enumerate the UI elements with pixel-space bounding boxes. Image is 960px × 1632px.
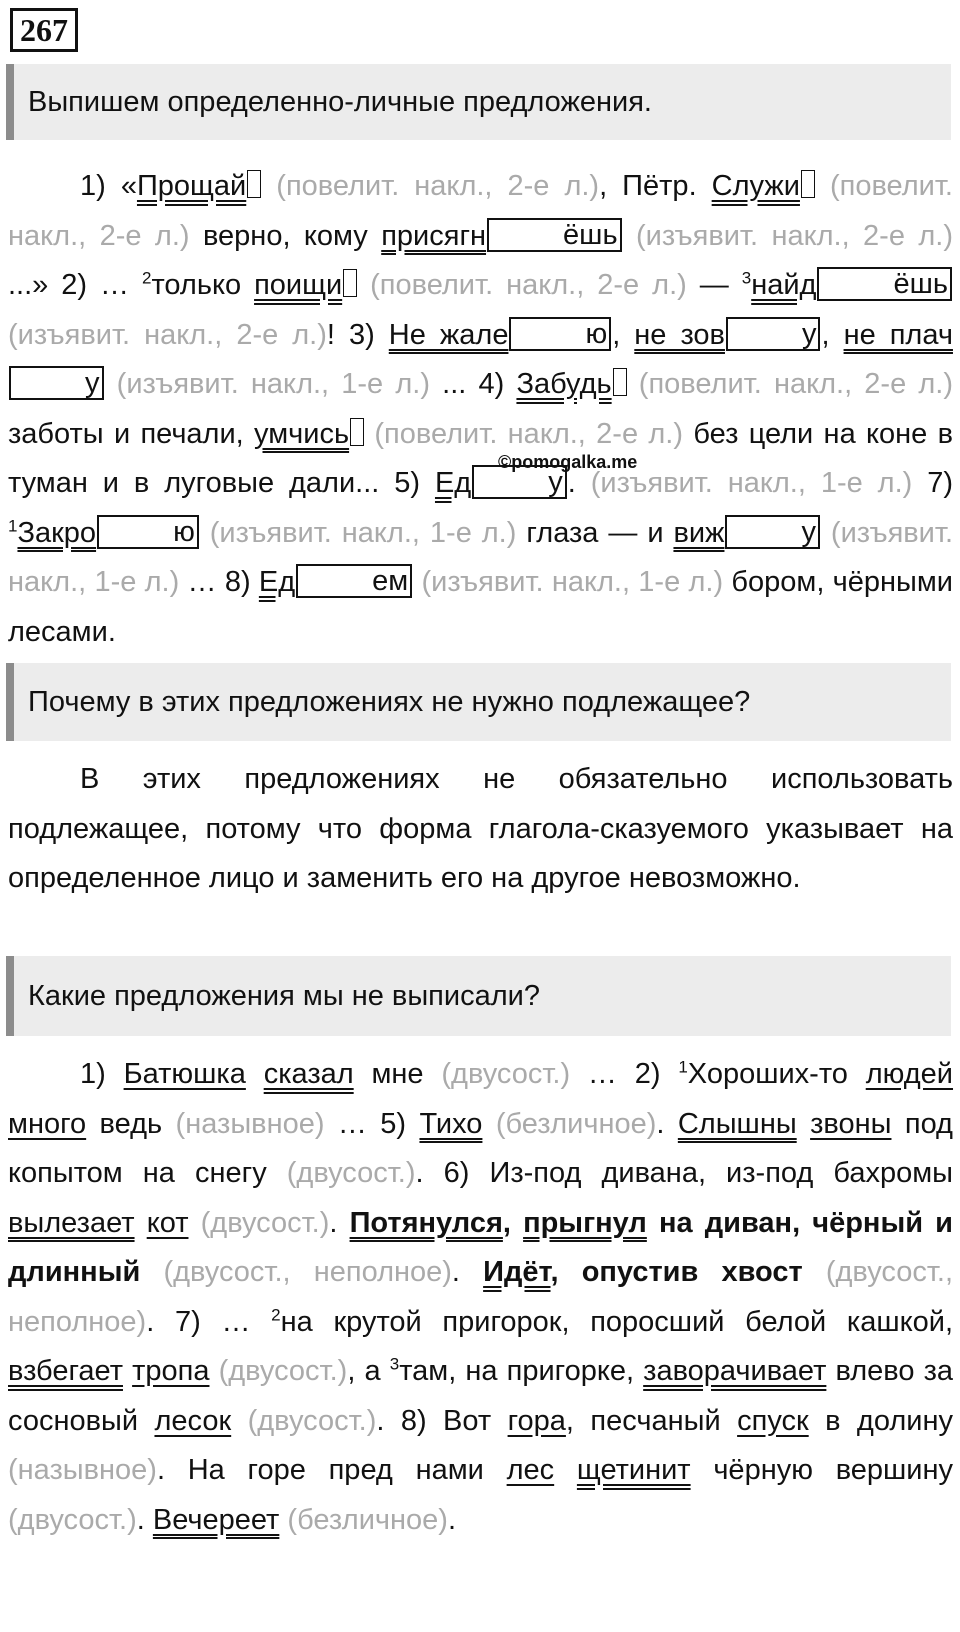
text: мне (353, 1058, 442, 1090)
answer-1-paragraph (8, 162, 953, 657)
text: . На горе пред нами (156, 1454, 507, 1486)
text (188, 1207, 200, 1239)
text: … 2) (570, 1058, 679, 1090)
text (554, 1454, 577, 1486)
text: , а (347, 1355, 390, 1387)
word-stem: виж (673, 516, 725, 549)
empty-ending-box (247, 170, 261, 198)
text: влево за сосновый (8, 1355, 953, 1437)
superscript: 3 (389, 1354, 400, 1374)
watermark: ©pomogalka.me (498, 452, 638, 472)
text: . (567, 467, 591, 499)
predicate: Прощай (136, 170, 247, 202)
text: глаза — и (516, 516, 674, 549)
gray-note: (изъявит. накл., 1-е л.) (116, 368, 430, 400)
text: в долину (808, 1404, 953, 1437)
gray-note: (двусост.) (286, 1157, 416, 1189)
empty-ending-box (350, 418, 364, 446)
text: . 6) Из-под дивана, из-под бахромы (415, 1157, 954, 1189)
ending-box: ем (296, 564, 412, 598)
predicate: Идёт (483, 1256, 551, 1288)
text: … 8) (179, 566, 259, 598)
gray-note: (двусост.) (200, 1206, 330, 1239)
subject: лесок (154, 1404, 232, 1437)
word-stem: не плач (843, 318, 953, 351)
text: только (151, 269, 255, 301)
text: ... 4) (429, 368, 517, 400)
text: . (451, 1256, 484, 1288)
gray-note: (двусост.) (218, 1355, 348, 1387)
gray-note: (безличное) (495, 1107, 657, 1140)
superscript: 1 (8, 515, 18, 535)
text: ...» 2) … (8, 269, 142, 301)
text: . (329, 1206, 350, 1239)
subject: Батюшка (123, 1058, 246, 1090)
gray-note: (двусост., неполное) (163, 1256, 452, 1288)
ending-box: ю (97, 515, 199, 549)
subject: кот (146, 1206, 189, 1239)
predicate: Тихо (419, 1107, 483, 1140)
answer-3-paragraph (8, 1050, 953, 1545)
superscript: 2 (142, 268, 152, 288)
answer-2-paragraph: В этих предложениях не обязательно использовать подлежащее, потому что форма глагола-сказуемого указывает на определенное лицо и заменить его на другое невозможно. (8, 763, 953, 894)
gray-note: (двусост.) (247, 1404, 377, 1437)
predicate: Забудь (516, 368, 612, 400)
text: Хороших-то (687, 1058, 866, 1090)
bold-text: , опустив хвост (550, 1256, 803, 1288)
ending-box: ёшь (817, 267, 952, 301)
predicate (381, 220, 622, 252)
empty-ending-box (343, 269, 357, 297)
superscript: 2 (271, 1304, 281, 1324)
question-2-text: Почему в этих предложениях не нужно подлежащее? (28, 685, 751, 718)
predicate: взбегает (8, 1355, 123, 1387)
ending-box: ёшь (487, 218, 622, 252)
subject: спуск (737, 1404, 809, 1437)
ending-box: ю (509, 317, 611, 351)
text: бором, чёрными лесами. (8, 566, 954, 648)
question-3 (6, 956, 951, 1036)
predicate (673, 517, 821, 549)
text (209, 1355, 218, 1387)
text (135, 1207, 147, 1239)
text: 7) (912, 467, 953, 499)
superscript: 3 (741, 268, 752, 288)
text: без цели на коне в туман и в луговые дали... 5) (8, 417, 953, 499)
word-stem: найд (751, 269, 817, 301)
text (123, 1355, 132, 1387)
subject: звоны (810, 1107, 892, 1140)
text: . 8) Вот (376, 1404, 508, 1437)
text (231, 1405, 247, 1437)
predicate: сказал (263, 1058, 354, 1090)
predicate: Служи (711, 170, 800, 202)
text (482, 1108, 495, 1140)
word-stem: Не жале (388, 318, 509, 351)
text: на крутой пригорок, поросший белой кашкой, (280, 1305, 954, 1338)
word-stem: Закро (17, 516, 97, 549)
predicate (389, 319, 612, 351)
subject: лес (506, 1454, 555, 1486)
predicate: Потянулся (349, 1206, 503, 1239)
question-3-text: Какие предложения мы не выписали? (28, 979, 540, 1012)
text: . (136, 1503, 153, 1536)
predicate: умчись (254, 417, 350, 450)
predicate: Слышны (677, 1107, 797, 1140)
predicate: прыгнул (523, 1206, 647, 1239)
text: . 7) … (146, 1305, 272, 1338)
predicate (634, 319, 821, 351)
text: ! 3) (326, 318, 389, 351)
predicate (17, 517, 199, 549)
gray-note: (двусост., неполное) (8, 1256, 954, 1338)
gray-note: (двусост.) (441, 1058, 571, 1090)
question-2 (6, 663, 951, 741)
word-stem: Ед (258, 566, 296, 598)
subject: гора (507, 1404, 566, 1437)
predicate (259, 566, 413, 598)
bold-text: на диван, чёрный и длинный (8, 1206, 953, 1288)
text: , (821, 318, 844, 351)
text (803, 1256, 826, 1288)
predicate (751, 269, 953, 301)
text: ведь (86, 1107, 176, 1140)
gray-note: (назывное) (175, 1107, 325, 1140)
gray-note: (двусост.) (8, 1503, 137, 1536)
text (140, 1256, 163, 1288)
text: , песчаный (565, 1404, 738, 1437)
ending-box: у (726, 317, 821, 351)
text: , (612, 318, 635, 351)
gray-note: (изъявит. накл., 2-е л.) (635, 219, 953, 252)
text: . (656, 1107, 678, 1140)
gray-note: (безличное) (287, 1503, 448, 1536)
text: 1) « (80, 170, 137, 202)
text: . (447, 1503, 457, 1536)
text: там, на пригорке, (399, 1355, 644, 1387)
word-stem: не зов (634, 318, 725, 351)
gray-note: (повелит. накл., 2-е л.) (276, 170, 600, 202)
text: заботы и печали, (8, 417, 255, 450)
answer-3 (8, 1050, 953, 1545)
text: , Пётр. (599, 170, 712, 202)
predicate: вылезает (8, 1206, 135, 1239)
gray-note: (изъявит. накл., 1-е л.) (209, 516, 517, 549)
text: чёрную вершину (690, 1454, 954, 1486)
question-1 (6, 64, 951, 140)
predicate: Вечереет (152, 1503, 280, 1536)
gray-note: (изъявит. накл., 1-е л.) (590, 467, 913, 499)
gray-note: (изъявит. накл., 2-е л.) (8, 318, 327, 351)
word-stem: присягн (381, 219, 487, 252)
text: … 5) (324, 1107, 420, 1140)
answer-1 (8, 162, 953, 657)
gray-note: (изъявит. накл., 1-е л.) (421, 566, 724, 598)
gray-note: (повелит. накл., 2-е л.) (8, 170, 953, 252)
gray-note: (повелит. накл., 2-е л.) (638, 368, 954, 400)
question-1-text: Выпишем определенно-личные предложения. (28, 85, 652, 118)
text: 1) (80, 1058, 124, 1090)
gray-note: (повелит. накл., 2-е л.) (370, 269, 687, 301)
gray-note: (повелит. накл., 2-е л.) (374, 417, 684, 450)
text (246, 1058, 264, 1090)
text: верно, кому (189, 219, 382, 252)
ending-box: у (472, 465, 567, 499)
text: — (686, 269, 742, 301)
superscript: 1 (678, 1057, 688, 1077)
gray-note: (изъявит. накл., 1-е л.) (8, 516, 953, 598)
ending-box: у (9, 366, 104, 400)
task-number: 267 (10, 8, 78, 52)
text: под копытом на снегу (8, 1107, 953, 1189)
gray-note: (назывное) (8, 1454, 157, 1486)
text (797, 1108, 810, 1140)
empty-ending-box (613, 368, 627, 396)
predicate: заворачивает (643, 1355, 827, 1387)
predicate: щетинит (576, 1454, 691, 1486)
subject: тропа (132, 1355, 210, 1387)
empty-ending-box (801, 170, 815, 198)
word-stem: Ед (434, 467, 472, 499)
subject: людей много (8, 1058, 954, 1140)
predicate: поищи (254, 269, 343, 301)
bold-text: , (502, 1206, 524, 1239)
answer-2 (8, 755, 953, 904)
ending-box: у (725, 515, 820, 549)
